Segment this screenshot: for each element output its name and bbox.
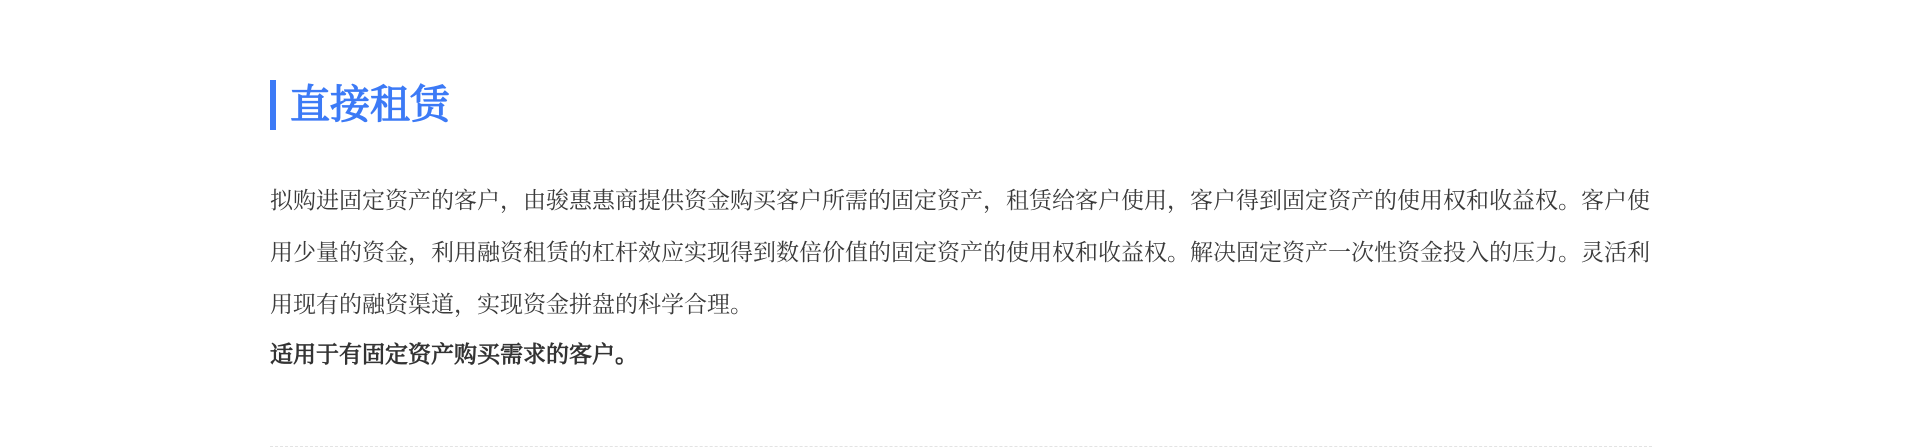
description-block bbox=[270, 175, 1652, 331]
section-title: 直接租赁 bbox=[290, 82, 450, 128]
section-header bbox=[270, 80, 450, 130]
content-section bbox=[270, 0, 1652, 447]
description-paragraph: 拟购进固定资产的客户，由骏惠惠商提供资金购买客户所需的固定资产，租赁给客户使用，客户得到固定资产的使用权和收益权。客户使用少量的资金，利用融资租赁的杠杆效应实现得到数倍价值的固定资产的使用权和收益权。解决固定资产一次性资金投入的压力。灵活利用现有的融资渠道，实现资金拼盘的科学合理。 bbox=[270, 188, 1650, 318]
title-accent-bar bbox=[270, 80, 276, 130]
applicable-note: 适用于有固定资产购买需求的客户。 bbox=[270, 342, 638, 368]
